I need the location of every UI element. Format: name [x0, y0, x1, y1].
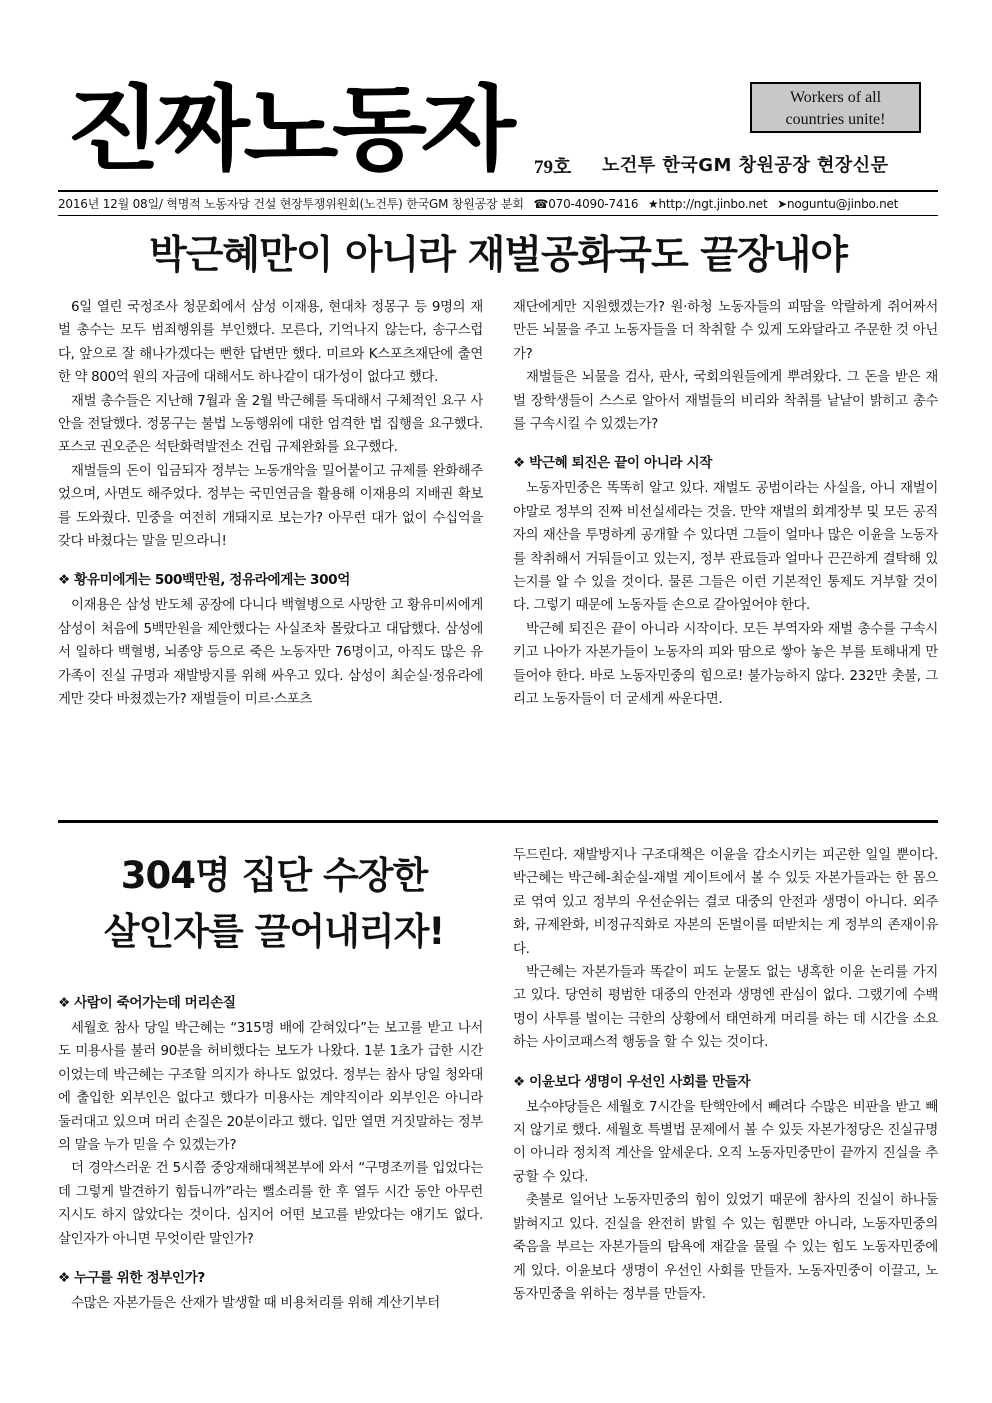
- article1-subheading: ❖ 박근혜 퇴진은 끝이 아니라 시작: [513, 455, 712, 472]
- article2-paragraph: 수많은 자본가들은 산재가 발생할 때 비용처리를 위해 계산기부터: [71, 1296, 440, 1312]
- phone-number: ☎070-4090-7416: [533, 197, 639, 211]
- article2-paragraph: 보수야당들은 세월호 7시간을 탄핵안에서 빼려다 수많은 비판을 받고 빼지 않기로 했다. 세월호 특별법 문제에서 볼 수 있듯 자본가정당은 진실규명이 아니라 정치적 계산을 앞세운다. 오직 노동자민중만이 끝까지 진실을 추궁할 수 있다.: [513, 1099, 938, 1185]
- article1-paragraph: 재벌 총수들은 지난해 7월과 올 2월 박근혜를 독대해서 구체적인 요구 사안을 전달했다. 정몽구는 불법 노동행위에 대한 엄격한 법 집행을 요구했다. 포스코 권오준은 석탄화력발전소 건립 규제완화를 요구했다.: [58, 393, 483, 456]
- article1-subheading: ❖ 황유미에게는 500백만원, 정유라에게는 300억: [58, 572, 350, 589]
- article2-headline-line-1: 304명 집단 수장한: [120, 854, 428, 897]
- article1-paragraph: 재단에게만 지원했겠는가? 원·하청 노동자들의 피땀을 악랄하게 쥐어짜서 만든 뇌물을 주고 노동자들을 더 착취할 수 있게 도와달라고 주문한 것 아닌가?: [513, 300, 938, 362]
- article1-paragraph: 재벌들은 뇌물을 검사, 판사, 국회의원들에게 뿌려왔다. 그 돈을 받은 재벌 장학생들이 스스로 알아서 재벌들의 비리와 착취를 낱낱이 밝히고 총수를 구속시킬 수 있겠는가?: [513, 370, 938, 433]
- article1-paragraph: 노동자민중은 똑똑히 알고 있다. 재벌도 공범이라는 사실을, 아니 재벌이야말로 정부의 진짜 비선실세라는 것을. 만약 재벌의 회계장부 및 모든 공직자의 재산을 투명하게 공개할 수 있다면 그들이 얼마나 많은 이윤을 노동자를 착취해서 거둬들이고 있는지, 정부 관료들과 얼마나 끈끈하게 결탁해 있는지를 알 수 있을 것이다. 물론 그들은 이런 기본적인 통제도 거부할 것이다. 그렇기 때문에 노동자들 손으로 갈아엎어야 한다.: [513, 481, 938, 614]
- article1-column-right: [513, 296, 938, 804]
- newspaper-subtitle: 노건투 한국GM 창원공장 현장신문: [602, 155, 889, 176]
- masthead: [66, 76, 946, 190]
- header-rule-bottom: [58, 215, 938, 216]
- slogan-box: [750, 82, 921, 133]
- publication-date-org: 2016년 12월 08일/ 혁명적 노동자당 건설 현장투쟁위원회(노건투) 한국GM 창원공장 분회: [58, 197, 524, 211]
- website-link[interactable]: ★http://ngt.jinbo.net: [647, 197, 768, 211]
- publication-info: [58, 196, 938, 212]
- article2-paragraph: 촛불로 일어난 노동자민중의 힘이 있었기 때문에 참사의 진실이 하나둘 밝혀지고 있다. 진실을 완전히 밝힐 수 있는 힘뿐만 아니라, 노동자민중의 죽음을 부르는 자본가들의 탐욕에 재갈을 물릴 수 있는 힘도 노동자민중에게 있다. 이윤보다 생명이 우선인 사회를 만들자. 노동자민중이 이끌고, 노동자민중을 위하는 정부를 만들자.: [513, 1193, 938, 1302]
- issue-number: 79호: [534, 157, 572, 178]
- article2-column-left: [58, 976, 483, 1360]
- slogan-line-2: countries unite!: [785, 111, 886, 128]
- newspaper-title: 진짜노동자: [66, 76, 510, 183]
- article2-paragraph: 세월호 참사 당일 박근혜는 “315명 배에 갇혀있다”는 보고를 받고 나서도 미용사를 불러 90분을 허비했다는 보도가 나왔다. 1분 1초가 급한 시간이었는데 박근혜는 구조할 의지가 하나도 없었다. 정부는 참사 당일 청와대에 출입한 외부인은 없다고 했다가 미용사는 계약직이라 외부인은 아니라 둘러대고 있으며 머리 손질은 20분이라고 했다. 입만 열면 거짓말하는 정부의 말을 누가 믿을 수 있겠는가?: [58, 1021, 483, 1154]
- article1-paragraph: 박근혜 퇴진은 끝이 아니라 시작이다. 모든 부역자와 재벌 총수를 구속시키고 나아가 자본가들이 노동자의 피와 땀으로 쌓아 놓은 부를 토해내게 만들어야 한다. 바로 노동자민중의 힘으로! 불가능하지 않다. 232만 촛불, 그리고 노동자들이 더 굳세게 싸운다면.: [513, 621, 938, 708]
- article1-paragraph: 6일 열린 국정조사 청문회에서 삼성 이재용, 현대차 정몽구 등 9명의 재벌 총수는 모두 범죄행위를 부인했다. 모른다, 기억나지 않는다, 송구스럽다, 앞으로 잘 해나가겠다는 뻔한 답변만 했다. 미르와 K스포츠재단에 출연한 약 800억 원의 자금에 대해서도 하나같이 대가성이 없다고 했다.: [58, 300, 483, 386]
- article2-headline: [58, 848, 490, 960]
- article2-paragraph: 두드린다. 재발방지나 구조대책은 이윤을 감소시키는 피곤한 일일 뿐이다. 박근혜는 박근혜-최순실-재벌 게이트에서 볼 수 있듯 자본가들과는 한 몸으로 엮여 있고 정부의 우선순위는 결코 대중의 안전과 생명이 아니다. 외주화, 규제완화, 비정규직화로 자본의 돈벌이를 떠받치는 게 정부의 존재이유다.: [513, 848, 938, 957]
- article2-paragraph: 더 경악스러운 건 5시쯤 중앙재해대책본부에 와서 “구명조끼를 입었다는데 그렇게 발견하기 힘듭니까”라는 뻘소리를 한 후 열두 시간 동안 아무런 지시도 하지 않았다는 것이다. 심지어 어떤 보고를 받았다는 얘기도 없다. 살인자가 아니면 무엇이란 말인가?: [58, 1161, 483, 1247]
- article2-column-right: [513, 844, 938, 1364]
- header-rule-top: [58, 190, 938, 192]
- article2-subheading: ❖ 이윤보다 생명이 우선인 사회를 만들자: [513, 1073, 751, 1090]
- section-divider: [58, 820, 938, 823]
- article2-headline-line-2: 살인자를 끌어내리자!: [103, 910, 445, 953]
- article1-paragraph: 재벌들의 돈이 입금되자 정부는 노동개악을 밀어붙이고 규제를 완화해주었으며, 사면도 해주었다. 정부는 국민연금을 활용해 이재용의 지배권 확보를 도와줬다. 민중을 여전히 개돼지로 보는가? 아무런 대가 없이 수십억을 갖다 바쳤다는 말을 믿으라니!: [58, 463, 483, 550]
- article2-subheading: ❖ 사람이 죽어가는데 머리손질: [58, 995, 236, 1011]
- article2-paragraph: 박근혜는 자본가들과 똑같이 피도 눈물도 없는 냉혹한 이윤 논리를 가지고 있다. 당연히 평범한 대중의 안전과 생명엔 관심이 없다. 그랬기에 수백 명이 사투를 벌이는 극한의 상황에서 태연하게 머리를 하는 데 시간을 소요하는 사이코패스적 행동을 할 수 있는 것이다.: [513, 965, 938, 1051]
- slogan-line-1: Workers of all: [789, 89, 882, 106]
- article2-subheading: ❖ 누구를 위한 정부인가?: [58, 1270, 205, 1287]
- article1-headline: 박근혜만이 아니라 재벌공화국도 끝장내야: [149, 233, 847, 278]
- email-link[interactable]: ➤noguntu@jinbo.net: [777, 197, 899, 211]
- article1-column-left: [58, 296, 483, 804]
- article1-paragraph: 이재용은 삼성 반도체 공장에 다니다 백혈병으로 사망한 고 황유미씨에게 삼성이 처음에 5백만원을 제안했다는 사실조차 몰랐다고 대답했다. 삼성에서 일하다 백혈병, 뇌종양 등으로 죽은 노동자만 76명이고, 아직도 많은 유가족이 진실 규명과 재발방지를 위해 싸우고 있다. 삼성이 최순실·정유라에게만 갖다 바쳤겠는가? 재벌들이 미르·스포츠: [58, 598, 483, 708]
